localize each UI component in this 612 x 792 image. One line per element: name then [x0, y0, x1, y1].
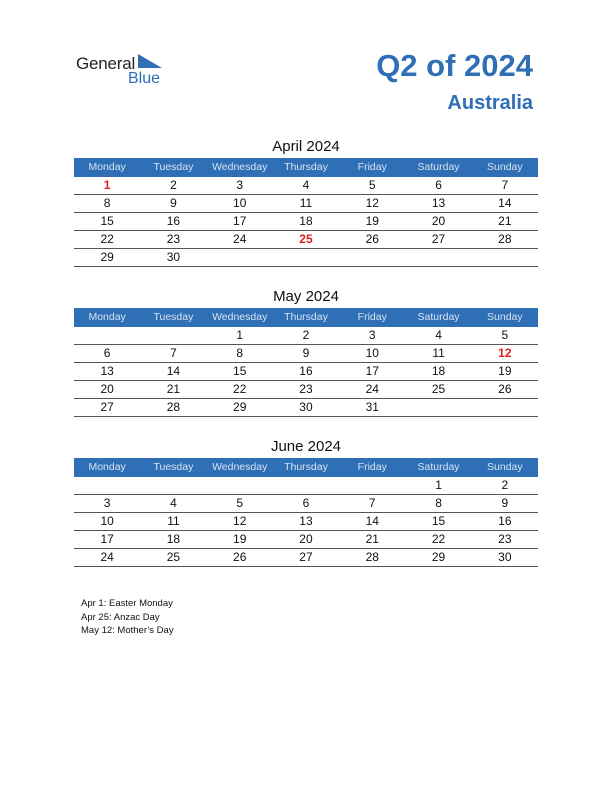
date-cell: 16	[299, 364, 313, 378]
date-cell: 22	[100, 232, 114, 246]
date-cell	[207, 477, 273, 494]
month-june	[74, 436, 538, 567]
date-cell	[472, 399, 538, 416]
date-cell	[273, 477, 339, 494]
week-row	[74, 231, 538, 249]
date-cell: 23	[498, 532, 512, 546]
logo	[76, 52, 176, 88]
date-cell: 5	[236, 496, 244, 510]
date-cell: 6	[302, 496, 310, 510]
weekday-label: Monday	[88, 461, 126, 473]
date-cell: 1	[435, 478, 442, 492]
holiday-note: May 12: Mother’s Day	[81, 625, 174, 636]
weekday-label: Friday	[357, 461, 387, 473]
date-cell: 30	[498, 550, 512, 564]
date-cell: 29	[233, 400, 247, 414]
month-may	[74, 286, 538, 417]
date-cell: 11	[432, 346, 445, 360]
date-cell: 14	[166, 364, 181, 378]
date-cell: 14	[365, 514, 379, 528]
date-cell: 18	[166, 532, 181, 546]
date-cell: 2	[170, 178, 177, 192]
holiday-date-cell: 25	[299, 232, 313, 246]
date-cell: 7	[170, 346, 177, 360]
month-title: April 2024	[272, 138, 340, 155]
date-cell: 6	[103, 346, 111, 360]
date-cell: 6	[435, 178, 442, 192]
date-cell: 4	[302, 178, 310, 192]
date-cell: 19	[498, 364, 512, 378]
weekday-label: Sunday	[487, 461, 523, 473]
date-cell: 8	[435, 496, 442, 510]
date-cell: 9	[170, 196, 177, 210]
date-cell: 21	[166, 382, 181, 396]
week-row	[74, 513, 538, 531]
date-cell: 15	[100, 214, 114, 228]
month-title: June 2024	[270, 438, 342, 455]
date-cell: 27	[100, 400, 114, 414]
date-cell: 5	[501, 328, 509, 342]
date-cell: 7	[368, 496, 376, 510]
date-cell: 29	[431, 550, 446, 564]
date-cell: 22	[233, 382, 247, 396]
date-cell: 27	[299, 550, 313, 564]
date-cell: 26	[233, 550, 247, 564]
date-cell: 16	[166, 214, 181, 228]
weekday-header	[74, 458, 538, 477]
date-cell: 11	[167, 514, 180, 528]
date-cell: 25	[166, 550, 181, 564]
date-cell: 31	[365, 400, 379, 414]
date-cell: 21	[365, 532, 379, 546]
date-cell: 15	[233, 364, 247, 378]
date-cell: 3	[368, 328, 376, 342]
date-cell: 16	[498, 514, 512, 528]
date-cell: 13	[431, 196, 446, 210]
date-cell: 10	[100, 514, 114, 528]
date-cell: 2	[501, 478, 509, 492]
week-row	[74, 195, 538, 213]
date-cell: 30	[299, 400, 313, 414]
week-row	[74, 363, 538, 381]
week-row	[74, 549, 538, 567]
date-cell: 1	[236, 328, 244, 342]
date-cell: 10	[233, 196, 247, 210]
date-cell: 28	[498, 232, 512, 246]
date-cell	[405, 249, 471, 266]
date-cell: 3	[103, 496, 111, 510]
date-cell: 27	[431, 232, 446, 246]
date-cell: 26	[498, 382, 512, 396]
date-cell: 18	[299, 214, 313, 228]
date-cell: 28	[166, 400, 181, 414]
date-cell: 21	[498, 214, 512, 228]
weekday-label: Monday	[88, 161, 126, 173]
month-title: May 2024	[273, 288, 339, 305]
date-cell: 10	[365, 346, 379, 360]
weekday-label: Thursday	[284, 311, 328, 323]
weekday-header	[74, 308, 538, 327]
date-cell	[74, 327, 140, 344]
date-cell	[273, 249, 339, 266]
date-cell: 26	[365, 232, 379, 246]
date-cell: 4	[435, 328, 442, 342]
week-row	[74, 495, 538, 513]
weekday-label: Tuesday	[153, 161, 194, 173]
holiday-note: Apr 25: Anzac Day	[81, 611, 160, 623]
weekday-label: Sunday	[487, 311, 523, 323]
weekday-label: Thursday	[284, 461, 328, 473]
week-row	[74, 381, 538, 399]
logo-general-text: General	[76, 54, 136, 73]
date-cell: 20	[299, 532, 313, 546]
date-cell	[472, 249, 538, 266]
week-row	[74, 177, 538, 195]
holiday-note: Apr 1: Easter Monday	[81, 598, 173, 609]
weekday-label: Tuesday	[153, 461, 194, 473]
date-cell: 24	[365, 382, 379, 396]
date-cell: 17	[365, 364, 379, 378]
date-cell: 3	[236, 178, 244, 192]
date-cell: 25	[431, 382, 446, 396]
page-title: Q2 of 2024	[376, 48, 533, 83]
weekday-header	[74, 158, 538, 177]
date-cell	[405, 399, 471, 416]
weekday-label: Sunday	[487, 161, 523, 173]
date-cell: 13	[299, 514, 313, 528]
weekday-label: Wednesday	[212, 311, 268, 323]
date-cell: 15	[431, 514, 446, 528]
date-cell: 20	[100, 382, 114, 396]
date-cell: 12	[365, 196, 379, 210]
date-cell: 14	[498, 196, 512, 210]
weekday-label: Saturday	[417, 161, 460, 173]
date-cell: 7	[501, 178, 509, 192]
date-cell	[339, 249, 405, 266]
date-cell: 28	[365, 550, 379, 564]
weekday-label: Tuesday	[153, 311, 194, 323]
date-cell: 13	[100, 364, 114, 378]
week-row	[74, 213, 538, 231]
logo-blue-text: Blue	[128, 70, 161, 87]
date-cell: 17	[100, 532, 114, 546]
date-cell: 30	[166, 250, 181, 264]
date-cell: 5	[368, 178, 376, 192]
date-cell: 17	[233, 214, 247, 228]
weekday-label: Wednesday	[212, 461, 268, 473]
week-row	[74, 399, 538, 417]
date-cell: 9	[501, 496, 509, 510]
date-cell: 29	[100, 250, 114, 264]
date-cell: 8	[103, 196, 111, 210]
holiday-notes	[81, 597, 174, 638]
date-cell: 20	[431, 214, 446, 228]
holiday-date-cell: 1	[103, 178, 111, 192]
date-cell: 4	[170, 496, 177, 510]
weekday-label: Saturday	[417, 311, 460, 323]
date-cell	[140, 477, 206, 494]
week-row	[74, 531, 538, 549]
date-cell: 18	[431, 364, 446, 378]
date-cell: 24	[100, 550, 114, 564]
date-cell: 2	[302, 328, 310, 342]
weekday-label: Saturday	[417, 461, 460, 473]
date-cell: 22	[431, 532, 446, 546]
weekday-label: Monday	[88, 311, 126, 323]
date-cell: 12	[233, 514, 247, 528]
week-row	[74, 345, 538, 363]
weekday-label: Friday	[357, 161, 387, 173]
logo-flag-icon	[138, 54, 162, 68]
holiday-date-cell: 12	[498, 346, 512, 360]
date-cell: 24	[233, 232, 247, 246]
date-cell: 11	[299, 196, 313, 210]
date-cell	[207, 249, 273, 266]
date-cell: 23	[299, 382, 313, 396]
date-cell: 19	[233, 532, 247, 546]
country-subtitle: Australia	[447, 92, 533, 114]
date-cell	[140, 327, 206, 344]
weekday-label: Friday	[357, 311, 387, 323]
week-row	[74, 327, 538, 345]
date-cell: 8	[236, 346, 244, 360]
week-row	[74, 249, 538, 267]
date-cell: 19	[365, 214, 379, 228]
date-cell	[339, 477, 405, 494]
date-cell	[74, 477, 140, 494]
date-cell: 23	[166, 232, 181, 246]
week-row	[74, 477, 538, 495]
weekday-label: Thursday	[284, 161, 328, 173]
date-cell: 9	[302, 346, 310, 360]
weekday-label: Wednesday	[212, 161, 268, 173]
month-april	[74, 136, 538, 267]
